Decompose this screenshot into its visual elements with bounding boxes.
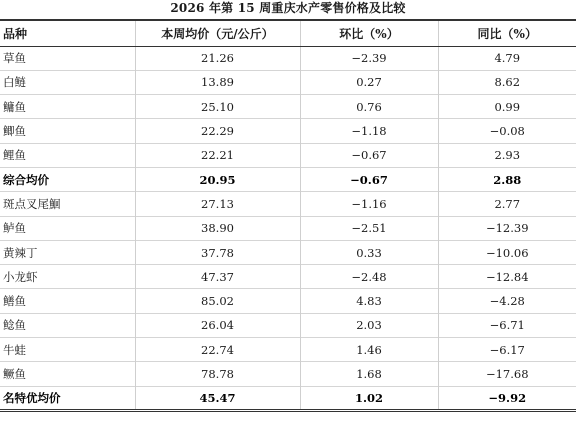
year-on-year-cell: −9.92 (438, 386, 576, 410)
avg-price-cell: 22.74 (135, 338, 300, 362)
avg-price-cell: 25.10 (135, 95, 300, 119)
month-on-month-cell: −0.67 (300, 143, 438, 167)
month-on-month-cell: 0.27 (300, 70, 438, 94)
avg-price-cell: 20.95 (135, 167, 300, 191)
avg-price-cell: 26.04 (135, 313, 300, 337)
month-on-month-cell: 2.03 (300, 313, 438, 337)
avg-price-cell: 47.37 (135, 265, 300, 289)
year-on-year-cell: −12.84 (438, 265, 576, 289)
variety-cell: 鲫鱼 (0, 119, 135, 143)
variety-cell: 牛蛙 (0, 338, 135, 362)
year-on-year-cell: −4.28 (438, 289, 576, 313)
table-row (0, 192, 576, 216)
variety-cell: 名特优均价 (0, 386, 135, 410)
avg-price-cell: 78.78 (135, 362, 300, 386)
variety-cell: 白鲢 (0, 70, 135, 94)
avg-price-cell: 45.47 (135, 386, 300, 410)
table-row (0, 46, 576, 70)
table-row (0, 362, 576, 386)
table-row (0, 313, 576, 337)
table-row (0, 95, 576, 119)
header-row (0, 20, 576, 46)
header-year-on-year: 同比（%） (438, 20, 576, 46)
table-row (0, 119, 576, 143)
variety-cell: 综合均价 (0, 167, 135, 191)
table-row (0, 240, 576, 264)
table-row (0, 265, 576, 289)
month-on-month-cell: −1.18 (300, 119, 438, 143)
year-on-year-cell: 0.99 (438, 95, 576, 119)
year-on-year-cell: −12.39 (438, 216, 576, 240)
avg-price-cell: 13.89 (135, 70, 300, 94)
header-month-on-month: 环比（%） (300, 20, 438, 46)
year-on-year-cell: 2.93 (438, 143, 576, 167)
month-on-month-cell: −2.51 (300, 216, 438, 240)
month-on-month-cell: 4.83 (300, 289, 438, 313)
avg-price-cell: 21.26 (135, 46, 300, 70)
avg-price-cell: 22.29 (135, 119, 300, 143)
variety-cell: 鲶鱼 (0, 313, 135, 337)
table-row (0, 289, 576, 313)
month-on-month-cell: −2.39 (300, 46, 438, 70)
year-on-year-cell: 2.88 (438, 167, 576, 191)
summary-row (0, 167, 576, 191)
table-header (0, 20, 576, 46)
month-on-month-cell: 0.76 (300, 95, 438, 119)
year-on-year-cell: 2.77 (438, 192, 576, 216)
table-row (0, 338, 576, 362)
variety-cell: 鲈鱼 (0, 216, 135, 240)
report-title: 2026 年第 15 周重庆水产零售价格及比较 (170, 1, 406, 15)
month-on-month-cell: −0.67 (300, 167, 438, 191)
year-on-year-cell: 4.79 (438, 46, 576, 70)
month-on-month-cell: 0.33 (300, 240, 438, 264)
year-on-year-cell: −10.06 (438, 240, 576, 264)
table-body (0, 46, 576, 410)
variety-cell: 草鱼 (3, 51, 26, 66)
avg-price-cell: 27.13 (135, 192, 300, 216)
month-on-month-cell: 1.68 (300, 362, 438, 386)
price-table (0, 19, 576, 412)
header-variety: 品种 (0, 20, 135, 46)
month-on-month-cell: 1.46 (300, 338, 438, 362)
year-on-year-cell: −6.17 (438, 338, 576, 362)
header-avg-price: 本周均价（元/公斤） (135, 20, 300, 46)
variety-cell: 鳜鱼 (0, 362, 135, 386)
year-on-year-cell: −6.71 (438, 313, 576, 337)
year-on-year-cell: −17.68 (438, 362, 576, 386)
table-row (0, 143, 576, 167)
avg-price-cell: 22.21 (135, 143, 300, 167)
variety-cell: 小龙虾 (0, 265, 135, 289)
year-on-year-cell: 8.62 (438, 70, 576, 94)
variety-cell: 斑点叉尾鮰 (0, 192, 135, 216)
avg-price-cell: 85.02 (135, 289, 300, 313)
month-on-month-cell: −1.16 (300, 192, 438, 216)
avg-price-cell: 38.90 (135, 216, 300, 240)
month-on-month-cell: −2.48 (300, 265, 438, 289)
table-row (0, 70, 576, 94)
avg-price-cell: 37.78 (135, 240, 300, 264)
month-on-month-cell: 1.02 (300, 386, 438, 410)
summary-row (0, 386, 576, 410)
variety-cell: 鳝鱼 (0, 289, 135, 313)
variety-cell: 黄辣丁 (0, 240, 135, 264)
table-row (0, 216, 576, 240)
variety-cell: 鳙鱼 (0, 95, 135, 119)
variety-cell: 鲤鱼 (0, 143, 135, 167)
year-on-year-cell: −0.08 (438, 119, 576, 143)
